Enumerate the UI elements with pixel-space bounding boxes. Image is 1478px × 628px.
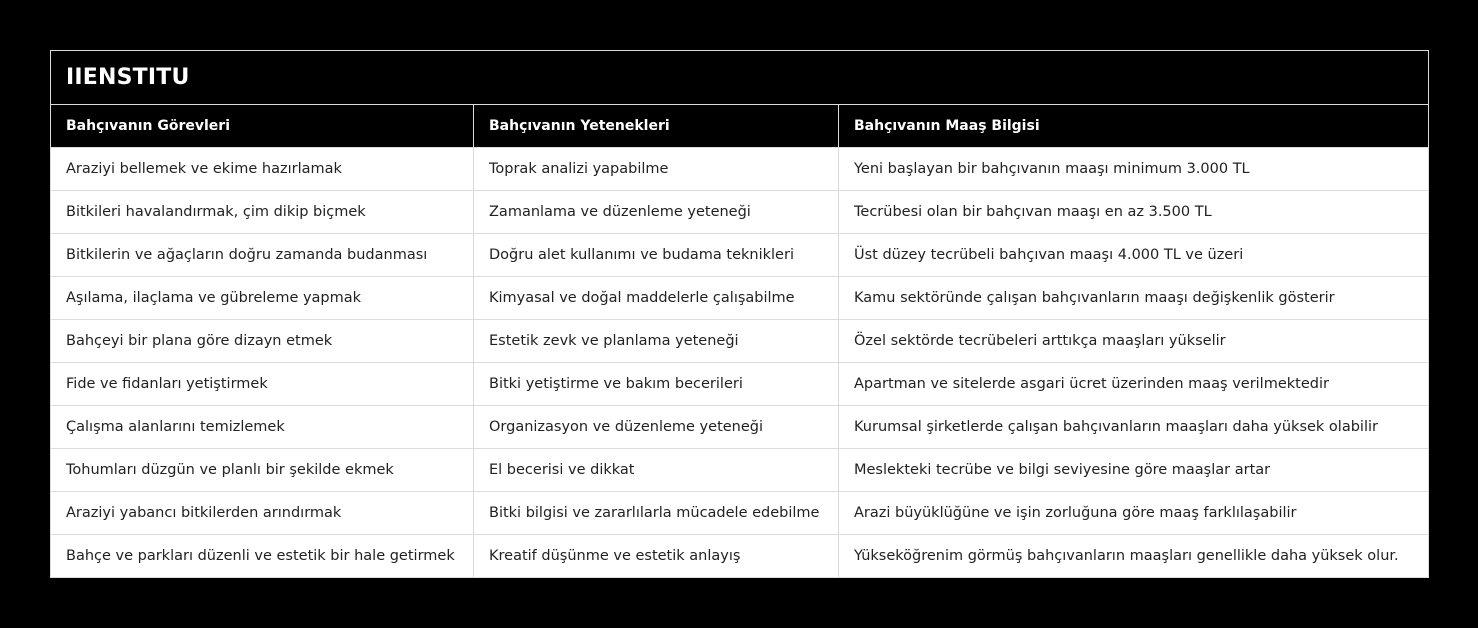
table-row: [51, 148, 1429, 191]
gardener-info-table-container: [50, 50, 1428, 578]
cell-duty: Bahçeyi bir plana göre dizayn etmek: [51, 320, 474, 363]
cell-salary: Apartman ve sitelerde asgari ücret üzerinden maaş verilmektedir: [839, 363, 1429, 406]
cell-salary: Yeni başlayan bir bahçıvanın maaşı minimum 3.000 TL: [839, 148, 1429, 191]
table-title-row: [51, 51, 1429, 105]
cell-skill: Bitki bilgisi ve zararlılarla mücadele edebilme: [474, 492, 839, 535]
cell-salary: Meslekteki tecrübe ve bilgi seviyesine göre maaşlar artar: [839, 449, 1429, 492]
cell-skill: El becerisi ve dikkat: [474, 449, 839, 492]
table-row: [51, 449, 1429, 492]
table-title: IIENSTITU: [51, 51, 1429, 105]
column-header-salary: Bahçıvanın Maaş Bilgisi: [839, 105, 1429, 148]
cell-salary: Yükseköğrenim görmüş bahçıvanların maaşları genellikle daha yüksek olur.: [839, 535, 1429, 578]
cell-skill: Toprak analizi yapabilme: [474, 148, 839, 191]
table-row: [51, 277, 1429, 320]
cell-salary: Özel sektörde tecrübeleri arttıkça maaşları yükselir: [839, 320, 1429, 363]
cell-duty: Aşılama, ilaçlama ve gübreleme yapmak: [51, 277, 474, 320]
cell-salary: Tecrübesi olan bir bahçıvan maaşı en az 3.500 TL: [839, 191, 1429, 234]
cell-salary: Kamu sektöründe çalışan bahçıvanların maaşı değişkenlik gösterir: [839, 277, 1429, 320]
cell-duty: Bahçe ve parkları düzenli ve estetik bir hale getirmek: [51, 535, 474, 578]
table-header-row: [51, 105, 1429, 148]
cell-skill: Bitki yetiştirme ve bakım becerileri: [474, 363, 839, 406]
cell-duty: Araziyi yabancı bitkilerden arındırmak: [51, 492, 474, 535]
cell-duty: Araziyi bellemek ve ekime hazırlamak: [51, 148, 474, 191]
cell-skill: Kreatif düşünme ve estetik anlayış: [474, 535, 839, 578]
cell-duty: Fide ve fidanları yetiştirmek: [51, 363, 474, 406]
cell-skill: Organizasyon ve düzenleme yeteneği: [474, 406, 839, 449]
table-row: [51, 406, 1429, 449]
table-row: [51, 191, 1429, 234]
cell-salary: Arazi büyüklüğüne ve işin zorluğuna göre maaş farklılaşabilir: [839, 492, 1429, 535]
cell-skill: Kimyasal ve doğal maddelerle çalışabilme: [474, 277, 839, 320]
table-row: [51, 320, 1429, 363]
table-row: [51, 492, 1429, 535]
column-header-duties: Bahçıvanın Görevleri: [51, 105, 474, 148]
cell-duty: Bitkilerin ve ağaçların doğru zamanda budanması: [51, 234, 474, 277]
cell-salary: Üst düzey tecrübeli bahçıvan maaşı 4.000 TL ve üzeri: [839, 234, 1429, 277]
table-row: [51, 535, 1429, 578]
cell-skill: Zamanlama ve düzenleme yeteneği: [474, 191, 839, 234]
cell-skill: Doğru alet kullanımı ve budama teknikleri: [474, 234, 839, 277]
cell-salary: Kurumsal şirketlerde çalışan bahçıvanların maaşları daha yüksek olabilir: [839, 406, 1429, 449]
cell-duty: Çalışma alanlarını temizlemek: [51, 406, 474, 449]
table-row: [51, 234, 1429, 277]
cell-duty: Bitkileri havalandırmak, çim dikip biçmek: [51, 191, 474, 234]
cell-duty: Tohumları düzgün ve planlı bir şekilde ekmek: [51, 449, 474, 492]
cell-skill: Estetik zevk ve planlama yeteneği: [474, 320, 839, 363]
table-row: [51, 363, 1429, 406]
gardener-info-table: [50, 50, 1429, 578]
column-header-skills: Bahçıvanın Yetenekleri: [474, 105, 839, 148]
